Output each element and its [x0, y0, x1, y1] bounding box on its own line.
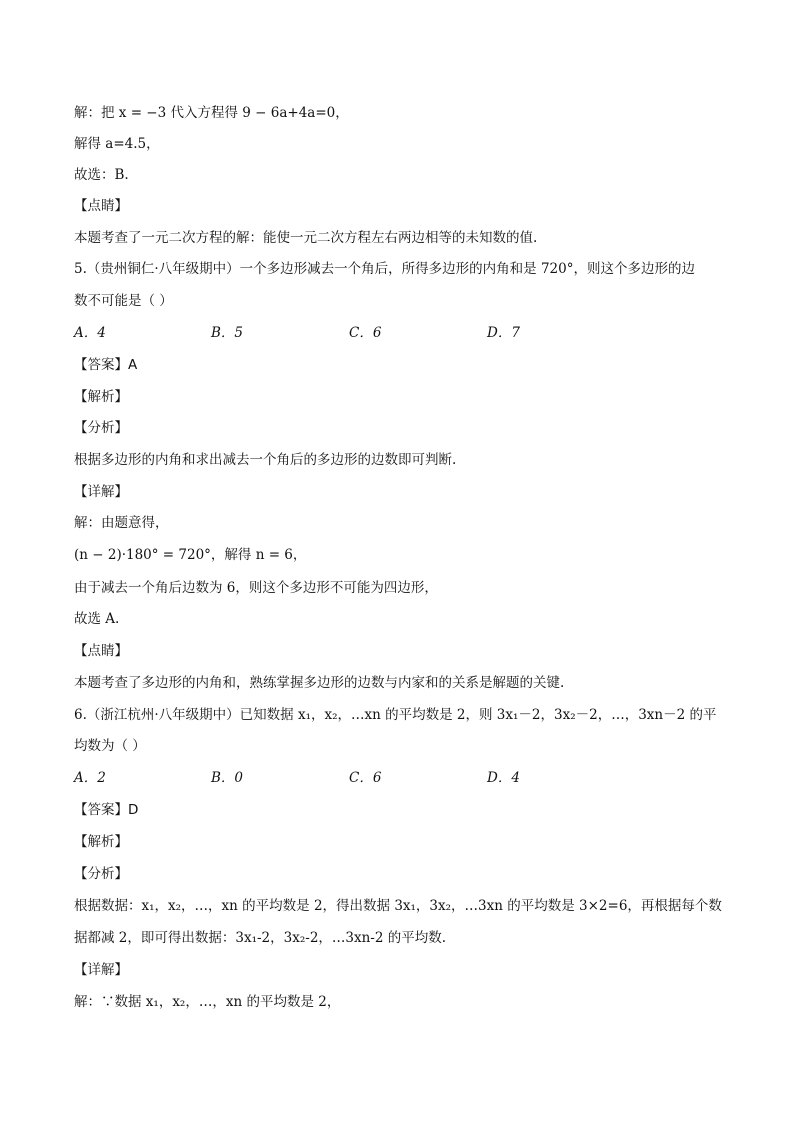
text-line: 解：∵数据 x₁，x₂，…，xn 的平均数是 2， — [74, 994, 341, 1010]
section-heading: 【分析】 — [74, 866, 128, 882]
q5-option-c: C．6 — [349, 325, 382, 341]
text-line: 本题考查了多边形的内角和，熟练掌握多边形的边数与内家和的关系是解题的关键. — [74, 675, 565, 691]
question-6-stem: 均数为（ ） — [74, 738, 146, 754]
text-line: 解得 a=4.5， — [74, 136, 160, 152]
text-line: 根据多边形的内角和求出减去一个角后的多边形的边数即可判断. — [74, 452, 457, 468]
question-6-stem: 6.（浙江杭州·八年级期中）已知数据 x₁，x₂，…xn 的平均数是 2，则 3x₁－2，3x₂－2，…，3xn－2 的平 — [74, 707, 717, 723]
text-line: 故选：B. — [74, 167, 129, 183]
q5-option-b: B．5 — [211, 325, 244, 341]
section-heading: 【点睛】 — [74, 198, 128, 214]
question-5-stem: 5.（贵州铜仁·八年级期中）一个多边形减去一个角后，所得多边形的内角和是 720°，则这个多边形的边 — [74, 261, 695, 277]
q6-option-d: D．4 — [487, 770, 520, 786]
section-heading: 【详解】 — [74, 484, 128, 500]
section-heading: 【点睛】 — [74, 643, 128, 659]
text-line: 解：由题意得， — [74, 515, 169, 531]
answer-label: 【答案】A — [74, 357, 138, 373]
q5-option-a: A．4 — [74, 325, 106, 341]
section-heading: 【解析】 — [74, 834, 128, 850]
text-line: 由于减去一个角后边数为 6，则这个多边形不可能为四边形， — [74, 580, 438, 596]
text-line: 故选 A. — [74, 611, 120, 627]
section-heading: 【详解】 — [74, 962, 128, 978]
q5-option-d: D．7 — [487, 325, 520, 341]
equation-line: (n − 2)·180° = 720°，解得 n = 6， — [74, 547, 307, 563]
section-heading: 【解析】 — [74, 389, 128, 405]
section-heading: 【分析】 — [74, 420, 128, 436]
text-line: 本题考查了一元二次方程的解：能使一元二次方程左右两边相等的未知数的值. — [74, 230, 538, 246]
q6-option-b: B．0 — [211, 770, 244, 786]
answer-label: 【答案】D — [74, 802, 139, 818]
q6-option-c: C．6 — [349, 770, 382, 786]
q6-option-a: A．2 — [74, 770, 106, 786]
text-line: 根据数据：x₁，x₂，…，xn 的平均数是 2，得出数据 3x₁，3x₂，…3xn 的平均数是 3×2=6，再根据每个数 — [74, 898, 722, 914]
text-line: 据都减 2，即可得出数据：3x₁-2，3x₂-2，…3xn-2 的平均数. — [74, 930, 447, 946]
text-line: 解：把 x = −3 代入方程得 9 − 6a+4a=0， — [74, 105, 349, 121]
question-5-stem: 数不可能是（ ） — [74, 293, 173, 309]
